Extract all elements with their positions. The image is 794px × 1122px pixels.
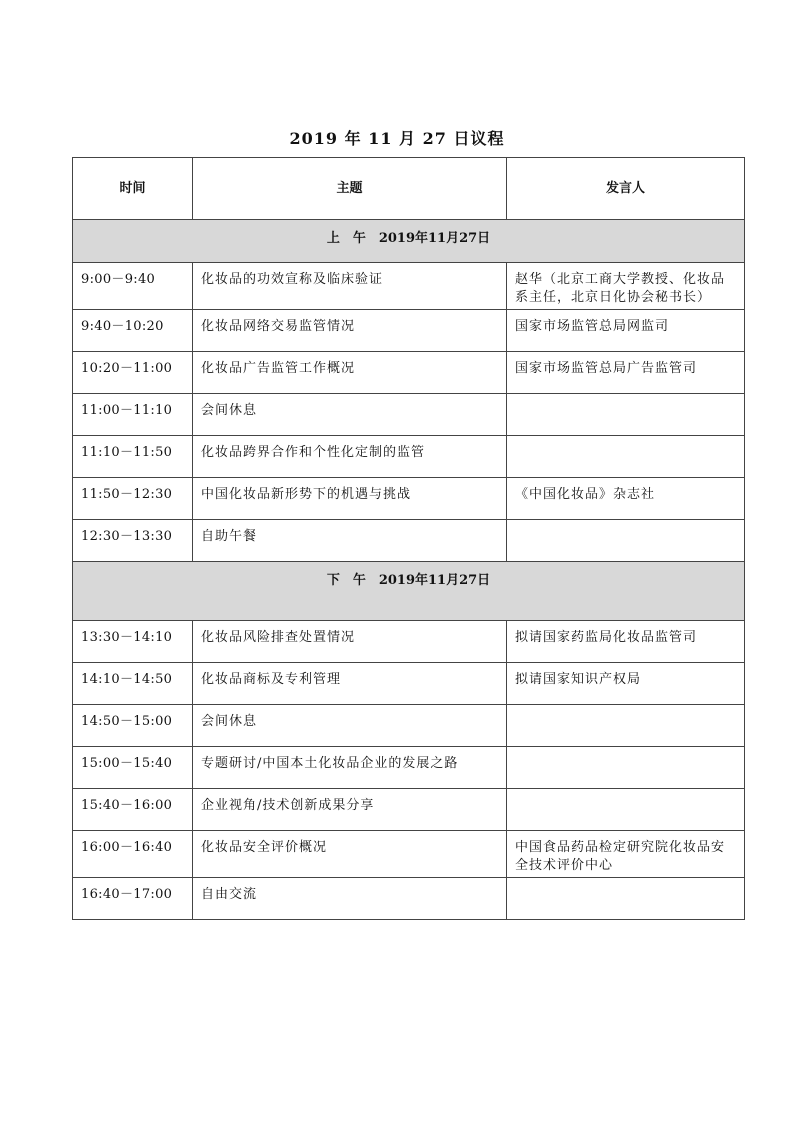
topic-cell: 化妆品风险排查处置情况	[193, 621, 507, 663]
table-row	[73, 831, 745, 878]
topic-cell: 中国化妆品新形势下的机遇与挑战	[193, 478, 507, 520]
time-cell: 15:40－16:00	[73, 789, 193, 831]
speaker-cell	[507, 394, 745, 436]
table-header-row	[73, 158, 745, 220]
speaker-cell: 国家市场监管总局广告监管司	[507, 352, 745, 394]
topic-cell: 自由交流	[193, 878, 507, 920]
topic-cell: 会间休息	[193, 394, 507, 436]
table-row	[73, 789, 745, 831]
speaker-cell: 拟请国家药监局化妆品监管司	[507, 621, 745, 663]
topic-cell: 会间休息	[193, 705, 507, 747]
topic-cell: 化妆品商标及专利管理	[193, 663, 507, 705]
header-speaker: 发言人	[507, 158, 745, 220]
header-time: 时间	[73, 158, 193, 220]
speaker-cell	[507, 747, 745, 789]
time-cell: 11:10－11:50	[73, 436, 193, 478]
morning-section-label: 上 午 2019年11月27日	[73, 220, 745, 263]
table-row	[73, 705, 745, 747]
topic-cell: 化妆品跨界合作和个性化定制的监管	[193, 436, 507, 478]
speaker-cell	[507, 520, 745, 562]
time-cell: 9:00－9:40	[73, 263, 193, 310]
morning-section-row	[73, 220, 745, 263]
afternoon-section-label: 下 午 2019年11月27日	[73, 562, 745, 621]
speaker-cell: 赵华（北京工商大学教授、化妆品系主任，北京日化协会秘书长）	[507, 263, 745, 310]
header-topic: 主题	[193, 158, 507, 220]
time-cell: 11:50－12:30	[73, 478, 193, 520]
topic-cell: 企业视角/技术创新成果分享	[193, 789, 507, 831]
table-row	[73, 478, 745, 520]
time-cell: 13:30－14:10	[73, 621, 193, 663]
time-cell: 11:00－11:10	[73, 394, 193, 436]
agenda-table	[72, 157, 745, 920]
table-row	[73, 520, 745, 562]
speaker-cell	[507, 789, 745, 831]
table-row	[73, 310, 745, 352]
table-row	[73, 436, 745, 478]
time-cell: 15:00－15:40	[73, 747, 193, 789]
time-cell: 16:40－17:00	[73, 878, 193, 920]
table-row	[73, 878, 745, 920]
table-row	[73, 663, 745, 705]
topic-cell: 专题研讨/中国本土化妆品企业的发展之路	[193, 747, 507, 789]
speaker-cell: 拟请国家知识产权局	[507, 663, 745, 705]
topic-cell: 自助午餐	[193, 520, 507, 562]
afternoon-section-row	[73, 562, 745, 621]
topic-cell: 化妆品网络交易监管情况	[193, 310, 507, 352]
table-row	[73, 263, 745, 310]
topic-cell: 化妆品的功效宣称及临床验证	[193, 263, 507, 310]
topic-cell: 化妆品安全评价概况	[193, 831, 507, 878]
speaker-cell: 国家市场监管总局网监司	[507, 310, 745, 352]
time-cell: 14:10－14:50	[73, 663, 193, 705]
table-row	[73, 352, 745, 394]
topic-cell: 化妆品广告监管工作概况	[193, 352, 507, 394]
time-cell: 9:40－10:20	[73, 310, 193, 352]
time-cell: 16:00－16:40	[73, 831, 193, 878]
speaker-cell	[507, 878, 745, 920]
speaker-cell	[507, 436, 745, 478]
time-cell: 10:20－11:00	[73, 352, 193, 394]
speaker-cell: 《中国化妆品》杂志社	[507, 478, 745, 520]
table-row	[73, 621, 745, 663]
time-cell: 14:50－15:00	[73, 705, 193, 747]
time-cell: 12:30－13:30	[73, 520, 193, 562]
speaker-cell	[507, 705, 745, 747]
table-row	[73, 394, 745, 436]
speaker-cell: 中国食品药品检定研究院化妆品安全技术评价中心	[507, 831, 745, 878]
table-row	[73, 747, 745, 789]
page-title: 2019 年 11 月 27 日议程	[289, 129, 505, 148]
